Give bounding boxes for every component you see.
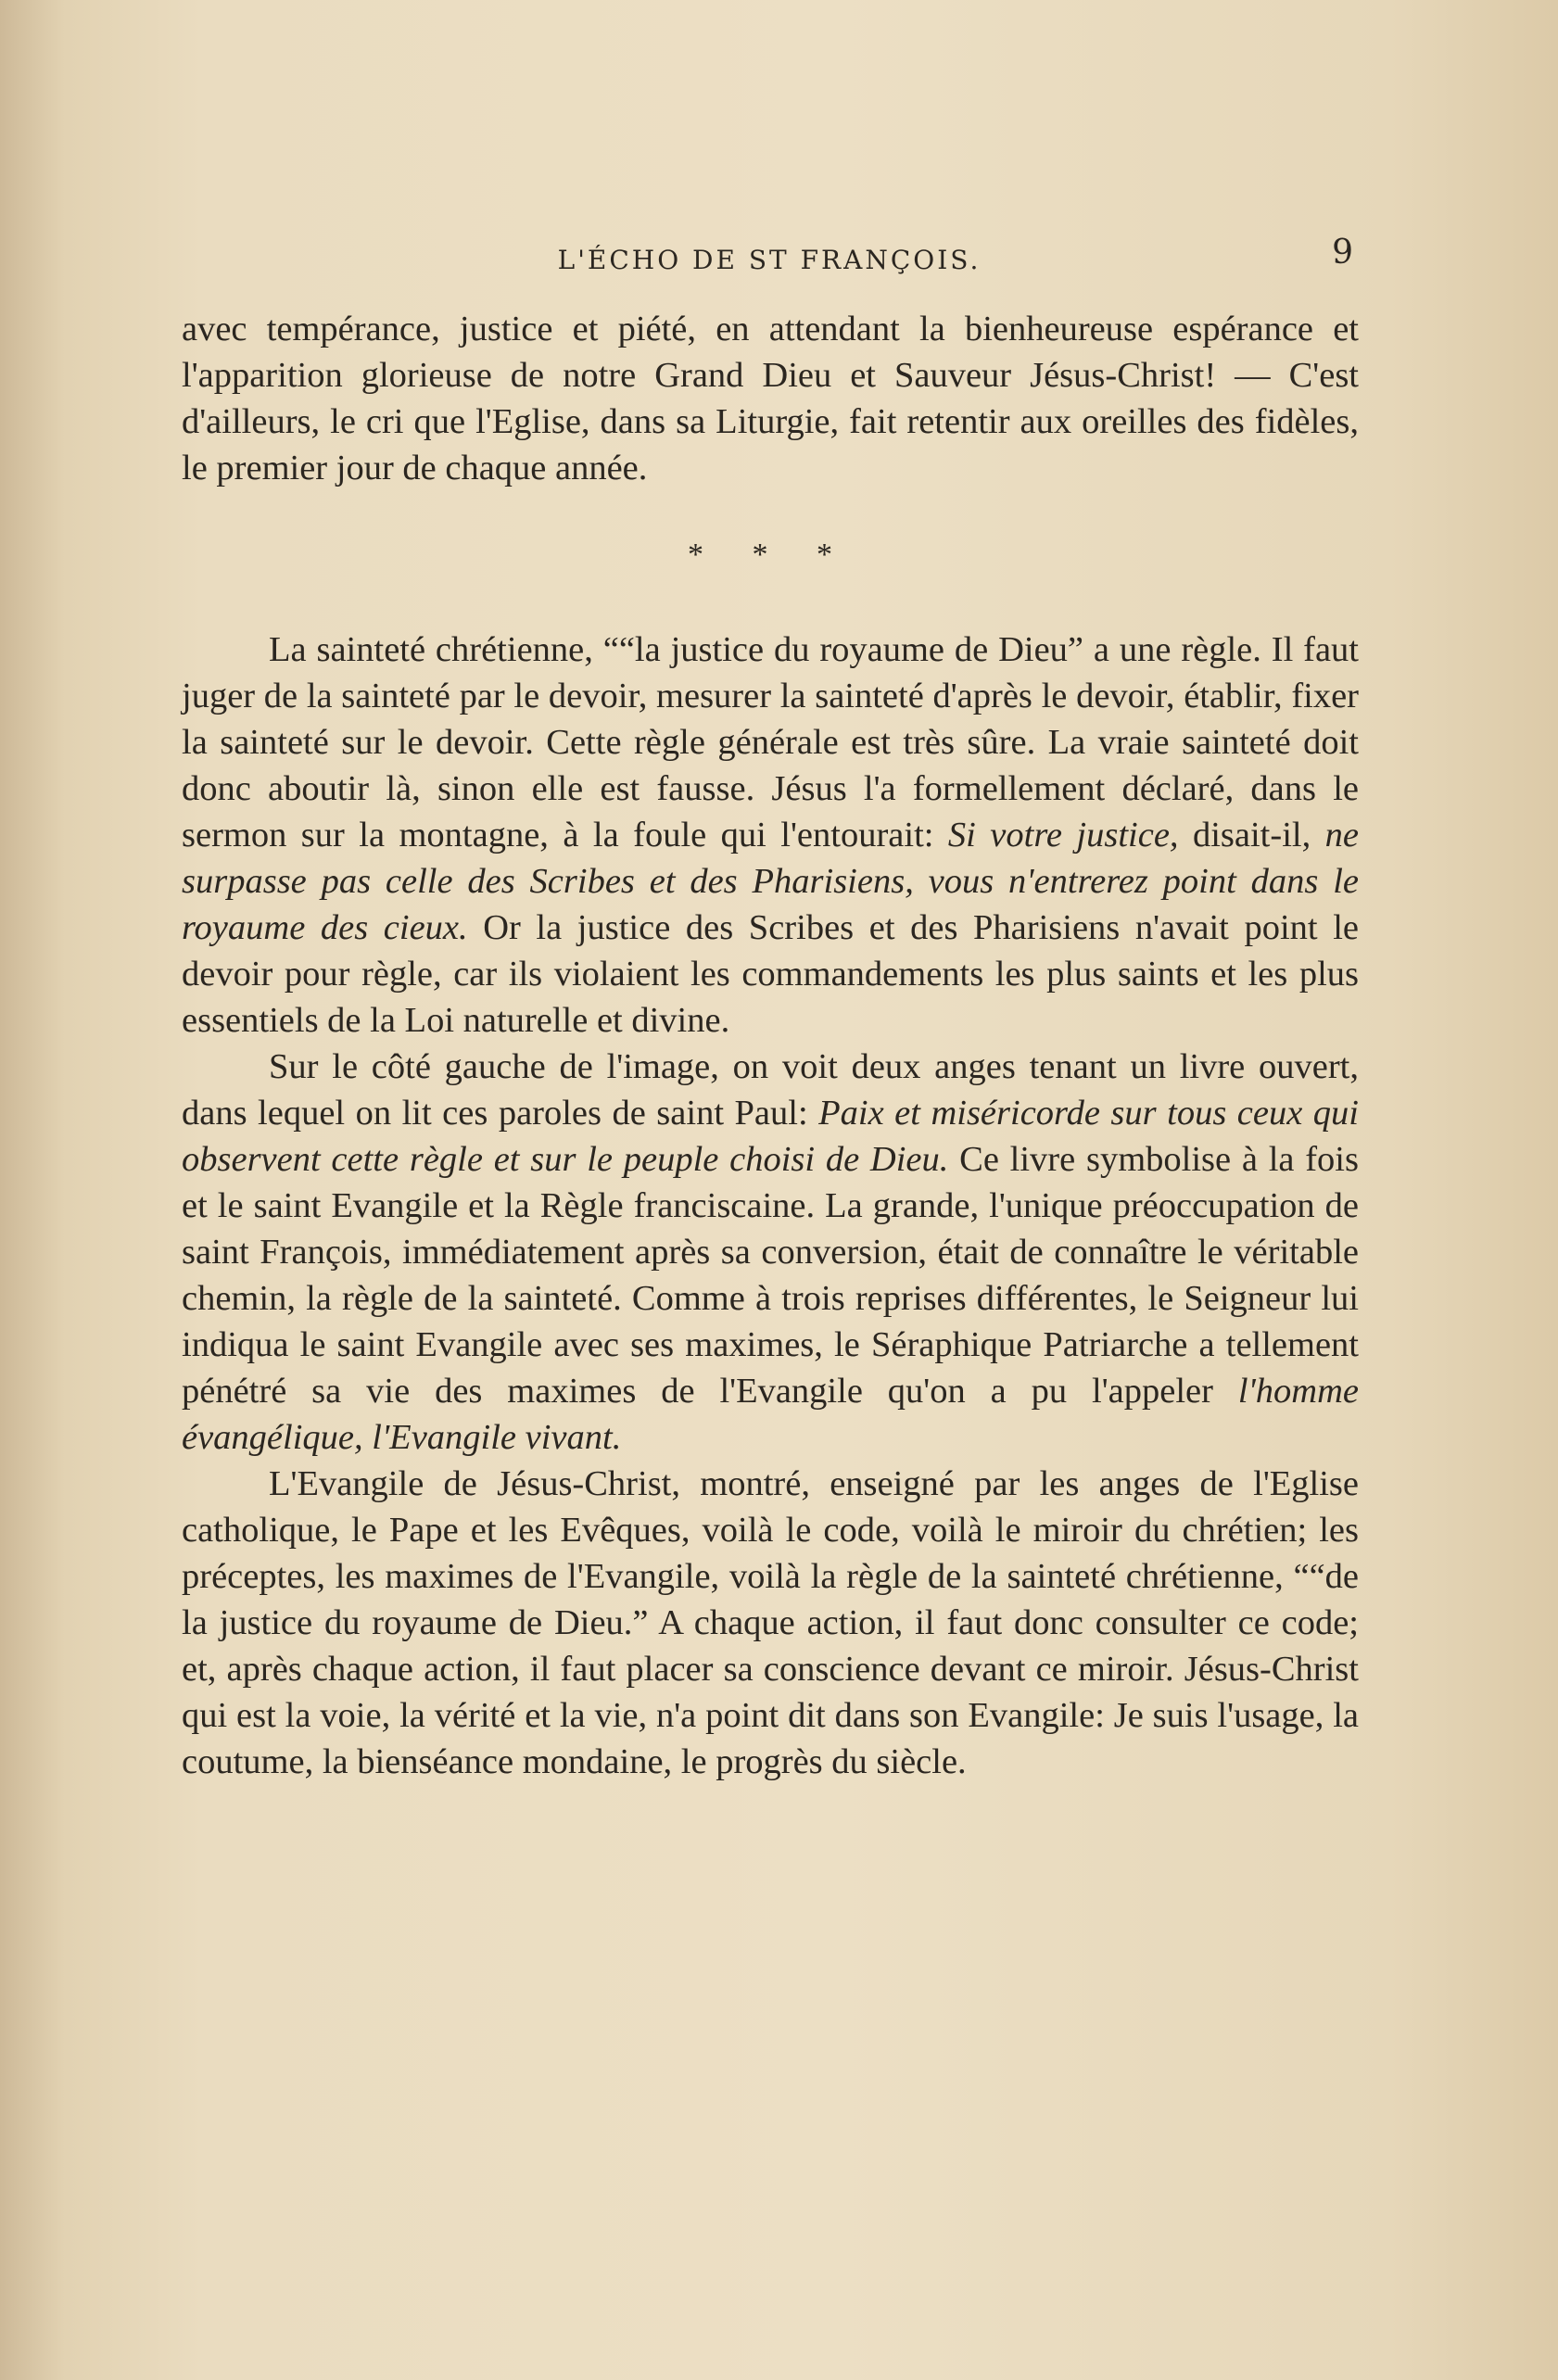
- paragraph-text: Sur le côté gauche de l'image, on voit deux anges tenant un livre ouvert, dans lequel on lit ces paroles de saint Paul:: [182, 1047, 1359, 1133]
- paragraph-gospel-code: L'Evangile de Jésus-Christ, montré, enseigné par les anges de l'Eglise catholique, le Pape et les Evêques, voilà le code, voilà le miroir du chrétien; les préceptes, les maximes de l'Evangile, voilà la règle de la sainteté chrétienne, ““de la justice du royaume de Dieu.” A chaque action, il faut donc consulter ce code; et, après chaque action, il faut placer sa conscience devant ce miroir. Jésus-Christ qui est la voie, la vérité et la vie, n'a point dit dans son Evangile: Je suis l'usage, la coutume, la bienséance mondaine, le progrès du siècle.: [182, 1464, 1359, 1781]
- paragraph-text: Ce livre symbolise à la fois et le saint Evangile et la Règle franciscaine. La grande, l'unique préoccupation de saint François, immédiatement après sa conversion, était de connaître le véritable chemin, la règle de la sainteté. Comme à trois reprises différentes, le Seigneur lui indiqua le saint Evangile avec ses maximes, le Séraphique Patriarche a tellement pénétré sa vie des maximes de l'Evangile qu'on a pu l'appeler: [182, 1140, 1359, 1411]
- paragraph-text: Or la justice des Scribes et des Pharisiens n'avait point le devoir pour règle, car ils violaient les commandements les plus saints et les plus essentiels de la Loi naturelle et divine.: [182, 908, 1359, 1040]
- intro-paragraph: avec tempérance, justice et piété, en attendant la bienheureuse espérance et l'apparition glorieuse de notre Grand Dieu et Sauveur Jésus-Christ! — C'est d'ailleurs, le cri que l'Eglise, dans sa Liturgie, fait retentir aux oreilles des fidèles, le premier jour de chaque année.: [182, 310, 1359, 487]
- paragraph-holiness-rule: [182, 627, 1359, 1044]
- italic-quote: ne surpasse pas celle des Scribes et des Pharisiens, vous n'entrerez point dans le royaume des cieux.: [182, 816, 1359, 947]
- running-title: L'ÉCHO DE ST FRANÇOIS.: [557, 245, 982, 275]
- page-body: [182, 306, 1359, 1785]
- paragraph-angels-book: [182, 1044, 1359, 1461]
- italic-quote: Si votre justice,: [947, 816, 1179, 855]
- page-header: [185, 230, 1353, 285]
- paragraph-text: La sainteté chrétienne, ““la justice du royaume de Dieu” a une règle. Il faut juger de la sainteté par le devoir, mesurer la sainteté d'après le devoir, établir, fixer la sainteté sur le devoir. Cette règle générale est très sûre. La vraie sainteté doit donc aboutir là, sinon elle est fausse. Jésus l'a formellement déclaré, dans le sermon sur la montagne, à la foule qui l'entourait:: [182, 630, 1359, 855]
- italic-quote: Paix et miséricorde sur tous ceux qui observent cette règle et sur le peuple choisi de Dieu.: [182, 1094, 1359, 1179]
- paragraph-text: disait-il,: [1178, 816, 1325, 855]
- section-separator: * * *: [688, 538, 853, 572]
- italic-quote: l'homme évangélique, l'Evangile vivant.: [182, 1372, 1359, 1457]
- page-number: 9: [1332, 234, 1353, 272]
